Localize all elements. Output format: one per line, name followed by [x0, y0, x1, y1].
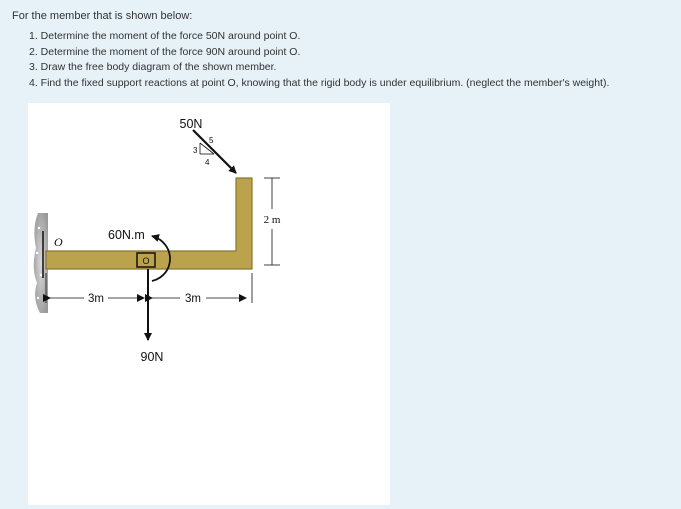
task-item: 1. Determine the moment of the force 50N around point O.: [29, 30, 301, 42]
force-50n-arrow: [193, 130, 236, 173]
member-diagram: [28, 103, 390, 505]
moment-label: 60N.m: [108, 228, 145, 242]
task-list: [29, 29, 609, 91]
task-item: 4. Find the fixed support reactions at point O, knowing that the rigid body is under equilibrium. (neglect the member's weight).: [29, 76, 610, 89]
slope-4-label: 4: [205, 158, 210, 167]
task-item: 2. Determine the moment of the force 90N around point O.: [29, 45, 301, 58]
dim-left-label: 3m: [88, 293, 104, 305]
height-label: 2 m: [263, 214, 281, 226]
force-90n-label: 90N: [140, 350, 164, 364]
slope-3-label: 3: [193, 146, 198, 155]
task-item: 3. Draw the free body diagram of the shown member.: [29, 61, 277, 73]
question-intro: For the member that is shown below:: [12, 10, 193, 22]
support-o-label: O: [54, 235, 63, 249]
dim-right-label: 3m: [185, 293, 201, 305]
point-o-label: O: [142, 256, 150, 266]
diagram-canvas: [28, 103, 390, 505]
force-50n-label: 50N: [179, 117, 203, 131]
slope-5-label: 5: [209, 136, 214, 145]
